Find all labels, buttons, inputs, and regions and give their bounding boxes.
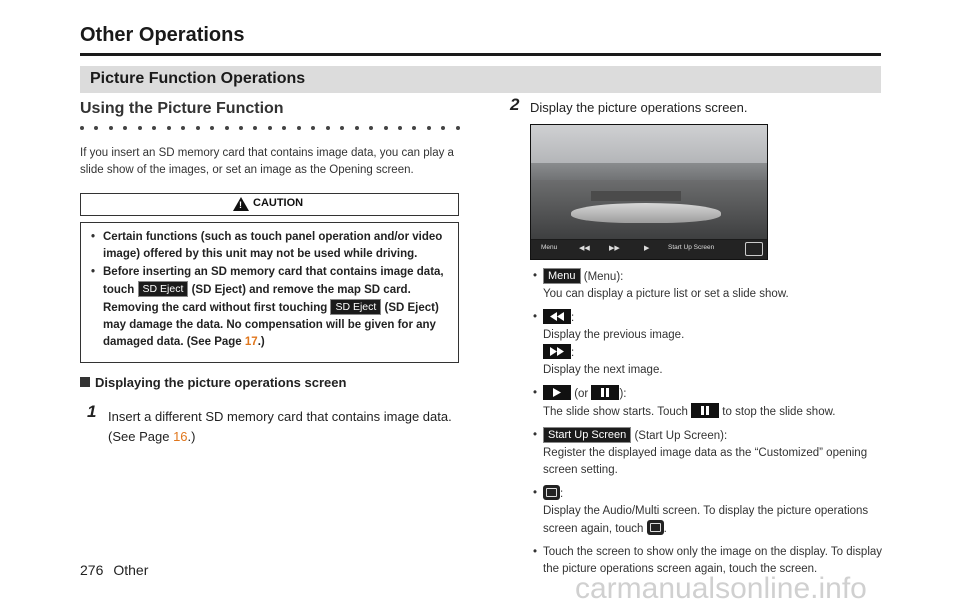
- page-number: 276: [80, 562, 104, 578]
- section-header: [80, 66, 881, 93]
- page-link-17[interactable]: 17: [244, 336, 258, 348]
- step-number-1: 1: [87, 402, 97, 421]
- play-icon: [543, 385, 571, 400]
- square-bullet-icon: [80, 377, 90, 387]
- caution-header: [80, 193, 459, 216]
- sd-eject-button-2: SD Eject: [330, 299, 381, 315]
- warning-icon: [233, 197, 249, 211]
- step-1-text: Insert a different SD memory card that contains image data. (See Page 16.): [108, 409, 452, 444]
- screen-audio-icon: [745, 242, 763, 256]
- picture-operations-screenshot: [530, 124, 768, 260]
- caution-label: CAUTION: [253, 197, 304, 209]
- list-item-start-up: • Start Up Screen (Start Up Screen): Register the displayed image data as the “Customized” opening screen setting.: [535, 427, 885, 479]
- caution-item-1: • Certain functions (such as touch panel operation and/or video image) offered by this unit may not be used while driving.: [89, 229, 449, 263]
- caution-item-2: • Before inserting an SD memory card that contains image data, touch SD Eject (SD Eject) and remove the map SD card. Removing the card without first touching SD Eject (SD Eject) may damage the data. No compensation will be given for any damaged data. (See Page 17.): [89, 264, 449, 351]
- list-item-prev-next: • : Display the previous image. : Display the next image.: [535, 309, 885, 379]
- bridge-image: [591, 191, 681, 201]
- sd-eject-button: SD Eject: [138, 281, 189, 297]
- sub-title: Using the Picture Function: [80, 100, 284, 117]
- rewind-icon: [543, 309, 571, 324]
- step-2-text: Display the picture operations screen.: [530, 100, 748, 115]
- page-footer: [80, 562, 148, 578]
- fast-forward-icon: [543, 344, 571, 359]
- intro-text: If you insert an SD memory card that contains image data, you can play a slide show of the images, or set an image as the Opening screen.: [80, 147, 454, 176]
- caution-box: [80, 222, 459, 363]
- screen-start-up-label: Start Up Screen: [668, 244, 715, 251]
- page-title: Other Operations: [80, 24, 245, 46]
- start-up-screen-button: Start Up Screen: [543, 427, 631, 443]
- step-number-2: 2: [510, 95, 520, 114]
- list-item-menu: • Menu (Menu): You can display a picture list or set a slide show.: [535, 268, 885, 303]
- screen-menu-label: Menu: [541, 244, 558, 251]
- display-heading: Displaying the picture operations screen: [80, 375, 346, 390]
- audio-multi-icon: [543, 485, 560, 500]
- menu-button: Menu: [543, 268, 581, 284]
- dotted-divider: [80, 126, 460, 134]
- page-link-16[interactable]: 16: [173, 429, 188, 444]
- pause-icon: [591, 385, 619, 400]
- list-item-audio: • : Display the Audio/Multi screen. To display the picture operations screen again, touch .: [535, 485, 885, 538]
- screen-prev-icon: ◀◀: [579, 245, 590, 252]
- watermark: carmanualsonline.info: [575, 572, 867, 605]
- title-rule: [80, 53, 881, 56]
- river-image: [571, 203, 721, 223]
- button-description-list: [535, 268, 885, 584]
- section-title: Picture Function Operations: [90, 70, 306, 87]
- picture-screen-icon: [647, 520, 664, 535]
- screen-next-icon: ▶▶: [609, 245, 620, 252]
- footer-label: Other: [113, 562, 149, 578]
- list-item-touch: • Touch the screen to show only the image on the display. To display the picture operations screen again, touch the screen.: [535, 544, 885, 578]
- pause-icon-inline: [691, 403, 719, 418]
- screen-play-icon: ▶: [644, 245, 650, 252]
- list-item-play: • (or ): The slide show starts. Touch to stop the slide show.: [535, 385, 885, 421]
